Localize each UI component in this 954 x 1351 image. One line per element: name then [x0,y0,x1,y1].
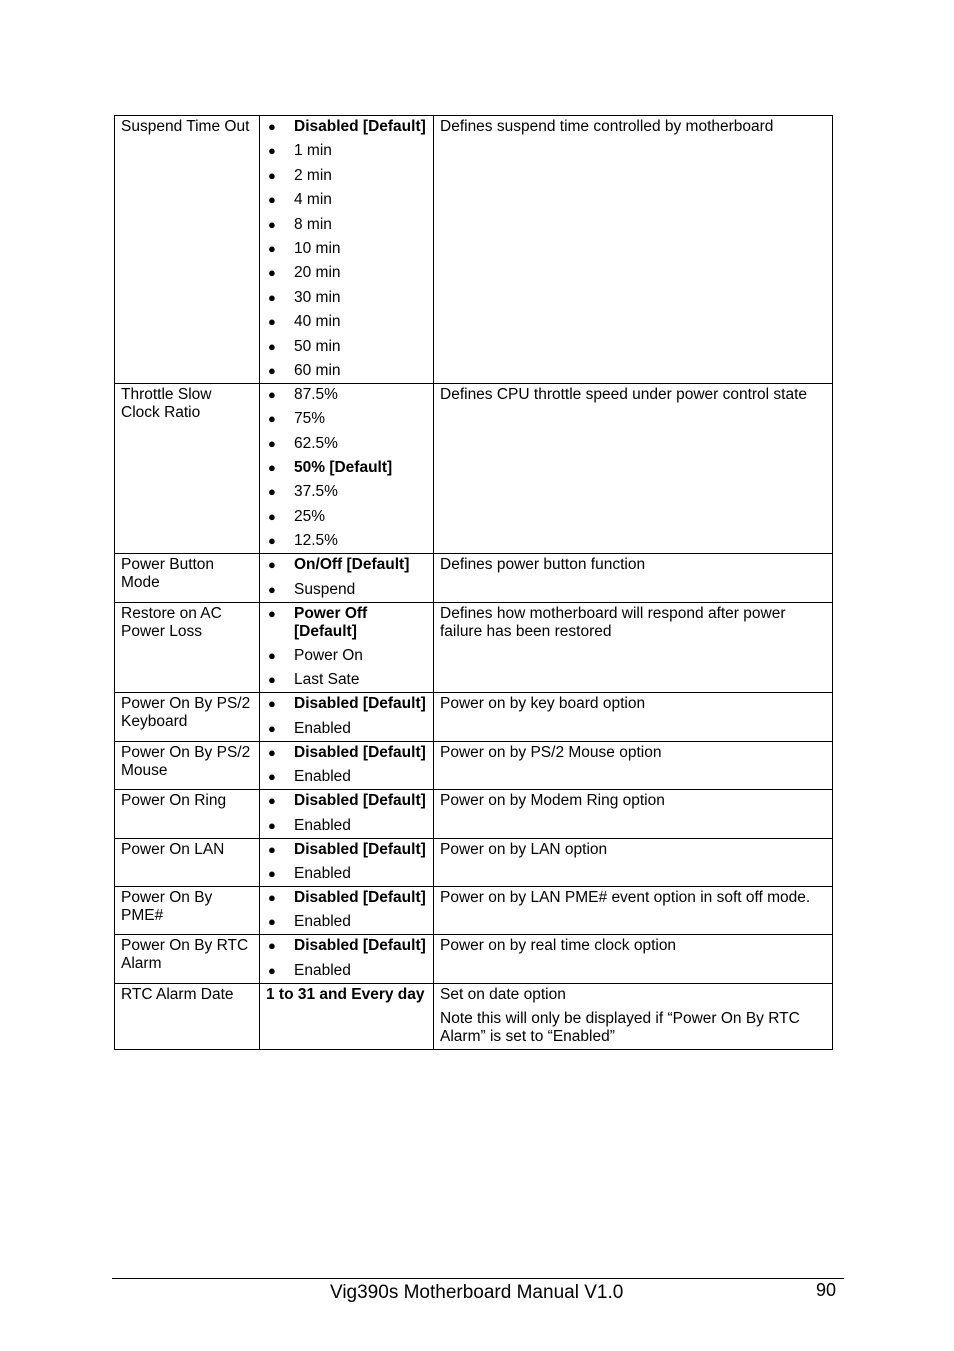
setting-name: Suspend Time Out [115,116,260,384]
setting-row [115,790,833,838]
option-item [266,338,428,356]
setting-options [260,790,434,838]
bullet-icon: ● [268,314,276,330]
setting-row [115,741,833,789]
bullet-icon: ● [268,744,276,760]
bios-settings-table [114,115,833,1050]
setting-description [434,602,833,693]
option-label: Enabled [294,913,351,931]
option-label: Disabled [Default] [294,840,426,858]
option-list [266,792,428,834]
option-label: 10 min [294,239,341,257]
setting-description [434,838,833,886]
option-label: Enabled [294,719,351,737]
bullet-icon: ● [268,841,276,857]
option-item [266,435,428,453]
footer-divider [112,1278,844,1279]
option-label: 50 min [294,337,341,355]
setting-name: RTC Alarm Date [115,983,260,1049]
option-item [266,962,428,980]
setting-description [434,693,833,741]
option-label: 4 min [294,191,332,209]
option-list [266,937,428,979]
setting-options [260,116,434,384]
description-text: Power on by key board option [440,695,646,713]
option-item [266,483,428,501]
setting-row [115,935,833,983]
bullet-icon: ● [268,484,276,500]
bullet-icon: ● [268,240,276,256]
option-item [266,671,428,689]
option-item [266,581,428,599]
description-text: Note this will only be displayed if “Power On By RTC Alarm” is set to “Enabled” [440,1009,800,1045]
option-list [266,841,428,883]
setting-description [434,383,833,553]
description-text: Defines power button function [440,556,646,574]
option-item [266,216,428,234]
option-item [266,768,428,786]
option-list [266,556,428,598]
setting-description [434,554,833,602]
setting-name: Power On By PS/2 Mouse [115,741,260,789]
bullet-icon: ● [268,696,276,712]
option-label: 20 min [294,264,341,282]
bullet-icon: ● [268,648,276,664]
bullet-icon: ● [268,938,276,954]
setting-name: Power On By RTC Alarm [115,935,260,983]
page-number: 90 [816,1280,837,1300]
bullet-icon: ● [268,411,276,427]
option-label: Disabled [Default] [294,695,426,713]
option-list [266,118,428,380]
bullet-icon: ● [268,265,276,281]
bullet-icon: ● [268,167,276,183]
setting-name: Power On By PME# [115,886,260,934]
bullet-icon: ● [268,289,276,305]
option-item [266,459,428,477]
setting-options [260,693,434,741]
description-text: Power on by Modem Ring option [440,792,665,810]
setting-value: 1 to 31 and Every day [266,985,425,1003]
option-item [266,508,428,526]
option-item [266,167,428,185]
bullet-icon: ● [268,769,276,785]
option-list [266,695,428,737]
bullet-icon: ● [268,362,276,378]
bullet-icon: ● [268,216,276,232]
option-label: Enabled [294,816,351,834]
setting-options [260,602,434,693]
option-list [266,744,428,786]
option-item [266,913,428,931]
option-item [266,118,428,136]
description-text: Set on date option [440,985,566,1003]
option-item [266,386,428,404]
option-list [266,889,428,931]
description-text: Defines CPU throttle speed under power control state [440,385,808,403]
option-item [266,937,428,955]
setting-options [260,935,434,983]
bullet-icon: ● [268,889,276,905]
option-item [266,841,428,859]
option-label: Enabled [294,768,351,786]
option-item [266,792,428,810]
setting-row [115,116,833,384]
option-item [266,264,428,282]
bullet-icon: ● [268,581,276,597]
option-item [266,240,428,258]
option-item [266,720,428,738]
option-item [266,556,428,574]
setting-row [115,602,833,693]
option-label: Power Off [Default] [294,604,368,640]
option-item [266,605,428,641]
setting-row [115,693,833,741]
bullet-icon: ● [268,508,276,524]
option-item [266,362,428,380]
option-label: Enabled [294,961,351,979]
option-label: 50% [Default] [294,459,393,477]
setting-description [434,741,833,789]
description-text: Power on by LAN PME# event option in soft off mode. [440,888,811,906]
option-item [266,410,428,428]
option-label: Disabled [Default] [294,743,426,761]
option-label: 2 min [294,166,332,184]
option-label: Enabled [294,864,351,882]
option-label: 40 min [294,313,341,331]
bullet-icon: ● [268,533,276,549]
option-label: Disabled [Default] [294,888,426,906]
option-label: Last Sate [294,671,360,689]
bullet-icon: ● [268,672,276,688]
option-label: 8 min [294,215,332,233]
description-text: Defines suspend time controlled by motherboard [440,118,774,135]
description-text: Power on by LAN option [440,840,608,858]
bullet-icon: ● [268,605,276,621]
setting-options [260,554,434,602]
bullet-icon: ● [268,865,276,881]
bullet-icon: ● [268,119,276,134]
option-label: 1 min [294,142,332,160]
option-item [266,817,428,835]
bullet-icon: ● [268,817,276,833]
bullet-icon: ● [268,386,276,402]
option-list [266,605,428,690]
option-label: 87.5% [294,385,338,403]
option-label: 60 min [294,361,341,379]
option-item [266,142,428,160]
bullet-icon: ● [268,460,276,476]
option-label: On/Off [Default] [294,556,410,574]
option-label: 30 min [294,288,341,306]
option-label: Disabled [Default] [294,118,426,135]
setting-options [260,741,434,789]
option-list [266,386,428,550]
option-item [266,865,428,883]
setting-name: Power On By PS/2 Keyboard [115,693,260,741]
setting-options [260,983,434,1049]
setting-options [260,886,434,934]
bullet-icon: ● [268,435,276,451]
setting-description [434,790,833,838]
setting-description [434,886,833,934]
bullet-icon: ● [268,557,276,573]
option-item [266,695,428,713]
option-item [266,313,428,331]
setting-row [115,886,833,934]
bullet-icon: ● [268,720,276,736]
setting-description [434,935,833,983]
setting-options [260,383,434,553]
option-label: 37.5% [294,483,338,501]
bullet-icon: ● [268,914,276,930]
bullet-icon: ● [268,793,276,809]
option-item [266,532,428,550]
bullet-icon: ● [268,338,276,354]
setting-name: Power On LAN [115,838,260,886]
setting-description [434,116,833,384]
description-text: Defines how motherboard will respond after power failure has been restored [440,604,786,640]
setting-name: Power On Ring [115,790,260,838]
option-label: Suspend [294,580,356,598]
bullet-icon: ● [268,143,276,159]
option-label: 25% [294,507,326,525]
option-label: 12.5% [294,532,338,550]
option-label: Disabled [Default] [294,937,426,955]
settings-table-body [115,116,833,1050]
option-label: 75% [294,410,326,428]
option-label: 62.5% [294,434,338,452]
setting-row [115,983,833,1049]
setting-name: Restore on AC Power Loss [115,602,260,693]
setting-options [260,838,434,886]
bullet-icon: ● [268,962,276,978]
option-item [266,647,428,665]
option-item [266,889,428,907]
description-text: Power on by real time clock option [440,937,677,955]
option-label: Disabled [Default] [294,792,426,810]
setting-name: Power Button Mode [115,554,260,602]
option-item [266,191,428,209]
option-item [266,744,428,762]
setting-description [434,983,833,1049]
setting-name: Throttle Slow Clock Ratio [115,383,260,553]
option-item [266,289,428,307]
option-label: Power On [294,647,363,665]
footer-title: Vig390s Motherboard Manual V1.0 [330,1282,624,1303]
bullet-icon: ● [268,192,276,208]
setting-row [115,554,833,602]
description-text: Power on by PS/2 Mouse option [440,743,662,761]
setting-row [115,838,833,886]
setting-row [115,383,833,553]
